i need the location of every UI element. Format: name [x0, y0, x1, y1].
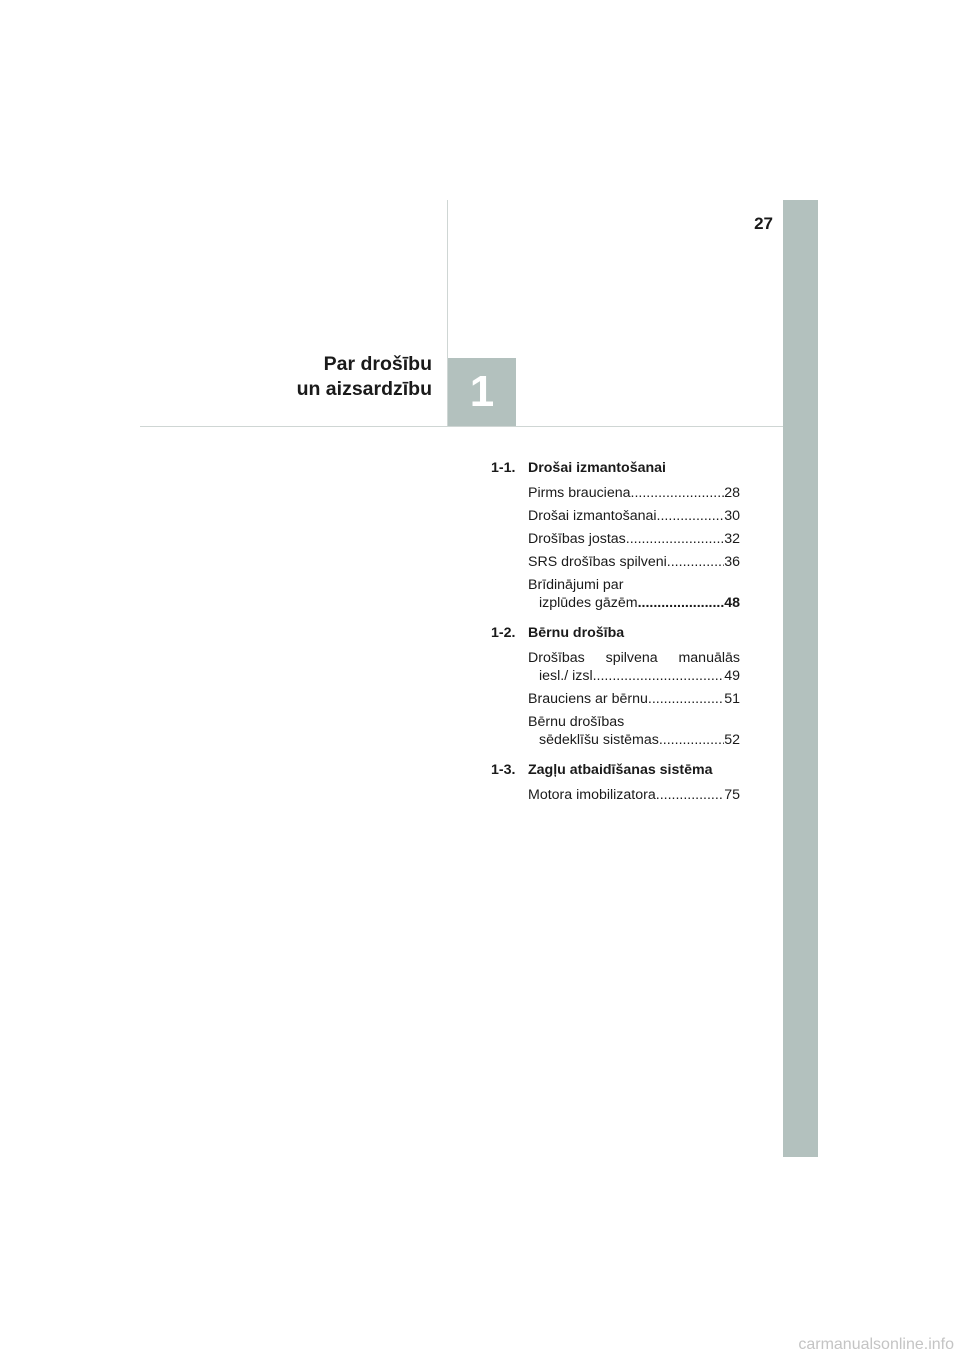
leader-dots — [626, 530, 724, 548]
section-title: Drošai izmantošanai — [528, 460, 666, 476]
leader-dots — [597, 667, 725, 685]
section-title: Zagļu atbaidīšanas sistēma — [528, 762, 713, 778]
entry-title-line-1: Bērnu drošības — [528, 714, 625, 730]
horizontal-divider — [140, 426, 783, 427]
entry-title: Motora imobilizatora — [528, 787, 656, 803]
toc-entry[interactable] — [528, 690, 740, 708]
leader-dots — [638, 594, 725, 612]
toc-entry[interactable] — [528, 553, 740, 571]
leader-dots — [656, 786, 724, 804]
entry-title-line-1: Drošības spilvena manuālās — [528, 650, 740, 666]
leader-dots — [648, 690, 724, 708]
entry-title-line-2: sēdeklīšu sistēmas — [539, 732, 659, 748]
toc-entry[interactable] — [528, 530, 740, 548]
entry-title: Drošības jostas — [528, 531, 626, 547]
toc-section-1-3[interactable] — [491, 761, 740, 779]
toc-entry[interactable] — [528, 713, 740, 749]
chapter-title — [200, 352, 432, 402]
toc-section-1-1[interactable] — [491, 459, 740, 477]
table-of-contents — [491, 459, 740, 809]
toc-entry[interactable] — [528, 576, 740, 612]
section-title: Bērnu drošība — [528, 625, 625, 641]
entry-page: 48 — [724, 595, 740, 611]
entry-title-line-2: izplūdes gāzēm — [539, 595, 638, 611]
chapter-number-badge: 1 — [448, 358, 516, 426]
leader-dots — [631, 484, 725, 502]
entry-title-line-2: iesl./ izsl. — [539, 668, 597, 684]
entry-page: 75 — [724, 787, 740, 803]
leader-dots — [657, 507, 725, 525]
side-tab-bar — [783, 200, 818, 1157]
entry-page: 36 — [724, 554, 740, 570]
entry-title: Pirms brauciena — [528, 485, 631, 501]
toc-entry[interactable] — [528, 786, 740, 804]
entry-title: Brauciens ar bērnu — [528, 691, 648, 707]
entry-page: 52 — [724, 732, 740, 748]
page-number: 27 — [754, 214, 773, 233]
leader-dots — [667, 553, 724, 571]
toc-entry[interactable] — [528, 649, 740, 685]
entry-page: 28 — [724, 485, 740, 501]
entry-page: 32 — [724, 531, 740, 547]
chapter-title-line-1: Par drošību — [323, 353, 432, 375]
toc-entry[interactable] — [528, 507, 740, 525]
section-number: 1-2. — [491, 625, 516, 641]
section-number: 1-3. — [491, 762, 516, 778]
chapter-title-line-2: un aizsardzību — [296, 378, 432, 400]
entry-page: 49 — [724, 668, 740, 684]
watermark-text: carmanualsonline.info — [798, 1336, 954, 1353]
entry-page: 30 — [724, 508, 740, 524]
toc-entry[interactable] — [528, 484, 740, 502]
entry-title: Drošai izmantošanai — [528, 508, 657, 524]
entry-title-line-1: Brīdinājumi par — [528, 577, 624, 593]
entry-title: SRS drošības spilveni — [528, 554, 667, 570]
section-number: 1-1. — [491, 460, 516, 476]
entry-page: 51 — [724, 691, 740, 707]
leader-dots — [659, 731, 724, 749]
toc-section-1-2[interactable] — [491, 624, 740, 642]
